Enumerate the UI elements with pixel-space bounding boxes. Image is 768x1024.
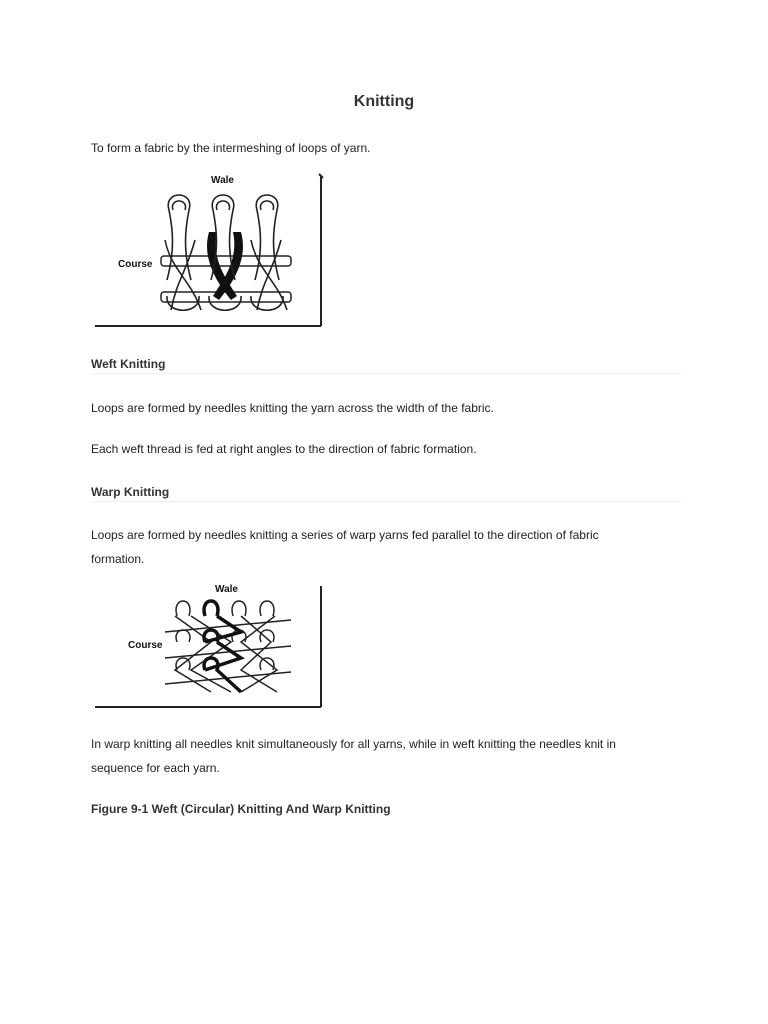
weft-knit-figure [91, 170, 327, 335]
comparison-line-2: sequence for each yarn. [91, 761, 220, 775]
warp-knitting-heading: Warp Knitting [91, 485, 681, 502]
wale-label: Wale [215, 584, 238, 595]
warp-loop-3 [232, 601, 246, 616]
weft-paragraph-1: Loops are formed by needles knitting the yarn across the width of the fabric. [91, 401, 494, 415]
intro-paragraph: To form a fabric by the intermeshing of loops of yarn. [91, 141, 371, 155]
loop-1-inner [172, 201, 185, 210]
warp-loop-9 [260, 658, 274, 670]
figure-caption: Figure 9-1 Weft (Circular) Knitting And Warp Knitting [91, 802, 391, 816]
weft-paragraph-2: Each weft thread is fed at right angles to the direction of fabric formation. [91, 442, 477, 456]
warp-paragraph-1-line-2: formation. [91, 552, 145, 566]
warp-loop-5 [176, 630, 190, 642]
warp-paragraph-1-line-1: Loops are formed by needles knitting a series of warp yarns fed parallel to the direction of fabric [91, 528, 599, 542]
warp-loop-4 [260, 601, 274, 616]
course-bar-upper [161, 256, 291, 266]
course-label: Course [128, 640, 163, 651]
wale-label: Wale [211, 175, 234, 186]
warp-loop-1 [176, 601, 190, 616]
loop-1 [167, 195, 191, 280]
page-title: Knitting [353, 93, 415, 110]
weft-knit-diagram [91, 170, 327, 330]
warp-loop-7 [260, 630, 274, 642]
comparison-line-1: In warp knitting all needles knit simultaneously for all yarns, while in weft knitting the needles knit in [91, 737, 616, 751]
frame-corner [319, 174, 323, 178]
loop-2-inner [216, 201, 229, 210]
warp-knit-figure [91, 580, 327, 717]
highlighted-loop-top [204, 601, 218, 616]
loop-3-inner [260, 201, 273, 210]
course-label: Course [118, 259, 153, 270]
warp-knit-diagram [91, 580, 327, 712]
loop-3 [255, 195, 279, 280]
weft-knitting-heading: Weft Knitting [91, 357, 681, 374]
